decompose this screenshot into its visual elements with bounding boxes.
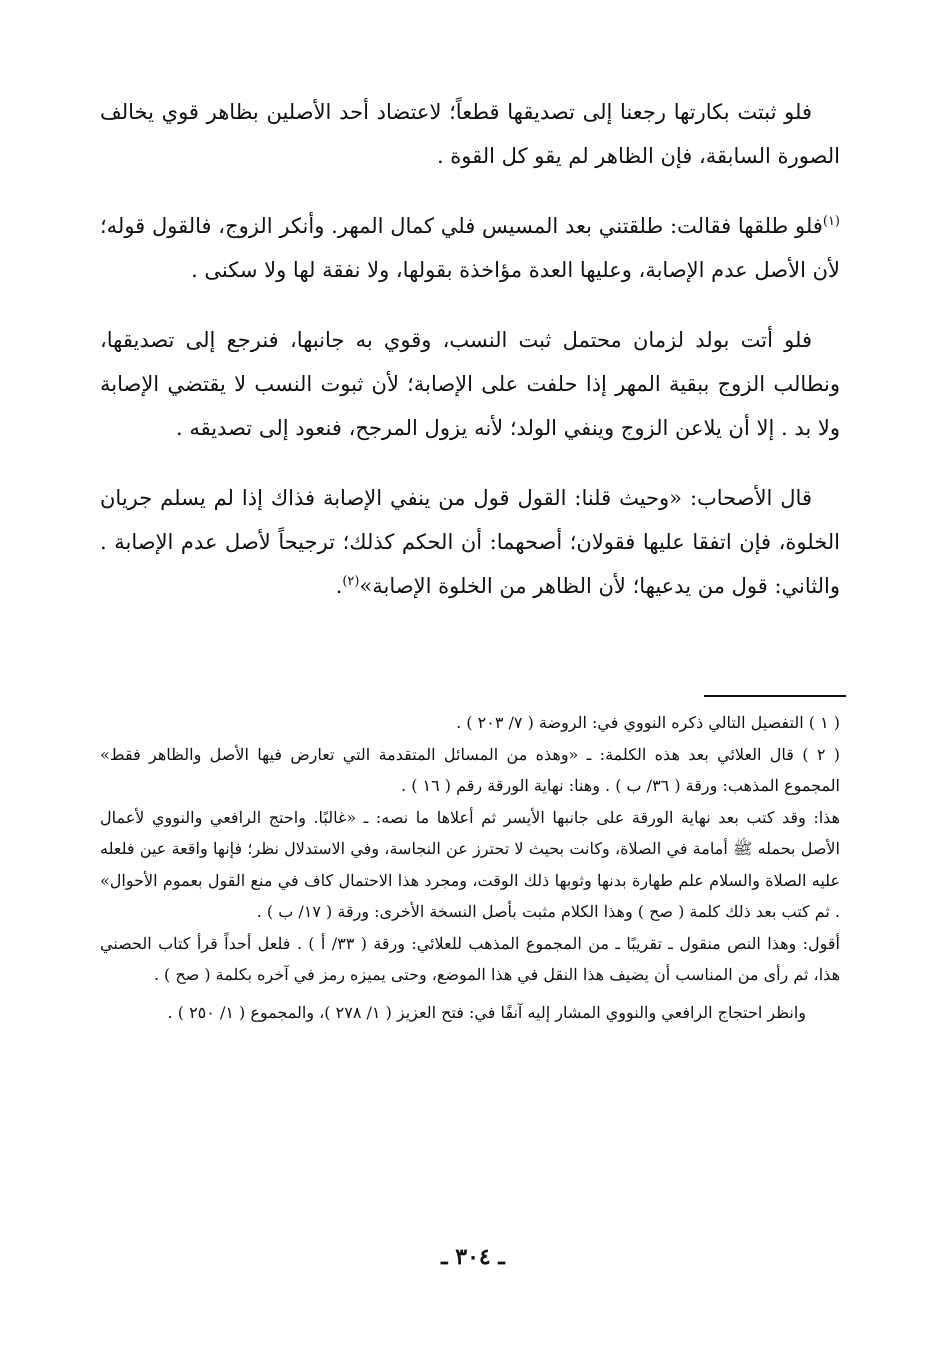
paragraph-2 [100, 204, 840, 292]
footnote-1: ( ١ ) التفصيل التالي ذكره النووي في: الروضة ( ٧/ ٢٠٣ ) . [456, 713, 840, 732]
page-number: ـ ٣٠٤ ـ [441, 1244, 505, 1270]
footnote-2-comment: أقول: وهذا النص منقول ـ تقريبًا ـ من المجموع المذهب للعلائي: ورقة ( ٣٣/ أ ) . فلعل أحداً قرأ كتاب الحصني هذا، ثم رأى من المناسب أن يضيف هذا النقل في هذا الموضع، وحتى يميزه رمز في آخره بكلمة ( صح ) . [100, 933, 841, 984]
footnote-divider [704, 695, 846, 697]
main-text [100, 90, 840, 634]
paragraph-1: فلو ثبتت بكارتها رجعنا إلى تصديقها قطعاً؛ لاعتضاد أحد الأصلين بظاهر قوي يخالف الصورة السابقة، فإن الظاهر لم يقو كل القوة . [100, 100, 840, 168]
footnote-2: ( ٢ ) قال العلائي بعد هذه الكلمة: ـ «وهذه من المسائل المتقدمة التي تعارض فيها الأصل والظاهر فقط» المجموع المذهب: ورقة ( ٣٦/ ب ) . وهنا: نهاية الورقة رقم ( ١٦ ) . [100, 744, 841, 795]
paragraph-3: فلو أتت بولد لزمان محتمل ثبت النسب، وقوي به جانبها، فنرجع إلى تصديقها، ونطالب الزوج ببقية المهر إذا حلفت على الإصابة؛ لأن ثبوت النسب لا يقتضي الإصابة ولا بد . إلا أن يلاعن الزوج وينفي الولد؛ لأنه يزول المرجح، فنعود إلى تصديقه . [100, 328, 840, 440]
paragraph-2-text: فلو طلقها فقالت: طلقتني بعد المسيس فلي كمال المهر. وأنكر الزوج، فالقول قوله؛ لأن الأصل عدم الإصابة، وعليها العدة مؤاخذة بقولها، ولا نفقة لها ولا سكنى . [100, 214, 840, 282]
paragraph-4 [100, 476, 840, 608]
paragraph-4-end: . [335, 574, 343, 598]
footnote-ref-1: (١) [822, 214, 840, 229]
paragraph-4-text: قال الأصحاب: «وحيث قلنا: القول قول من ينفي الإصابة فذاك إذا لم يسلم جريان الخلوة، فإن اتفقا عليها فقولان؛ أصحهما: أن الحكم كذلك؛ ترجيحاً لأصل عدم الإصابة . والثاني: قول من يدعيها؛ لأن الظاهر من الخلوة الإصابة» [100, 486, 840, 598]
footnote-2-reference: وانظر احتجاج الرافعي والنووي المشار إليه آنفًا في: فتح العزيز ( ١/ ٢٧٨ )، والمجموع ( ١/ ٢٥٠ ) . [167, 1002, 806, 1022]
footnote-2-note: هذا: وقد كتب بعد نهاية الورقة على جانبها الأيسر ثم أعلاها ما نصه: ـ «غالبًا. واحتج الرافعي والنووي لأعمال الأصل بحمله ﷺ أمامة في الصلاة، وكانت بحيث لا تحترز عن النجاسة، وفي الاستدلال نظر؛ فإنها واقعة عين فلعله عليه الصلاة والسلام علم طهارة بدنها وثوبها ذلك الوقت، ومجرد هذا الاحتمال كاف في منع القول بعموم الأحوال» . ثم كتب بعد ذلك كلمة ( صح ) وهذا الكلام مثبت بأصل النسخة الأخرى: ورقة ( ١٧/ ب ) . [100, 807, 841, 921]
footnotes [100, 707, 840, 1028]
footnote-ref-2: (٢) [342, 574, 360, 589]
